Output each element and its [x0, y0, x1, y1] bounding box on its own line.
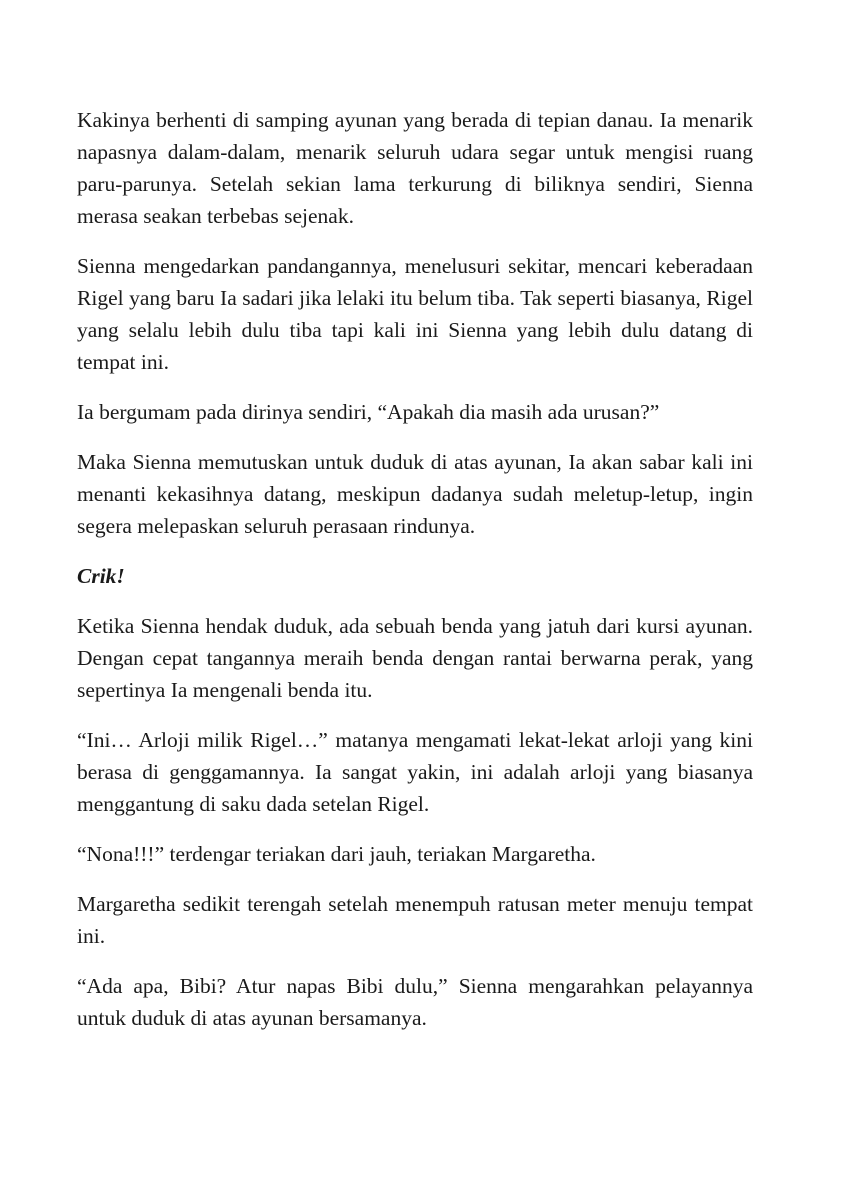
paragraph-1: Kakinya berhenti di samping ayunan yang berada di tepian danau. Ia menarik napasnya dalam-dalam, menarik seluruh udara segar untuk mengisi ruang paru-parunya. Setelah sekian lama terkurung di biliknya sendiri, Sienna merasa seakan terbebas sejenak.: [77, 108, 753, 228]
document-page: [77, 104, 753, 1052]
paragraph-8: “Nona!!!” terdengar teriakan dari jauh, teriakan Margaretha.: [77, 842, 596, 866]
paragraph-6: Ketika Sienna hendak duduk, ada sebuah benda yang jatuh dari kursi ayunan. Dengan cepat tangannya meraih benda dengan rantai berwarna perak, yang sepertinya Ia mengenali benda itu.: [77, 614, 753, 702]
paragraph-2: Sienna mengedarkan pandangannya, menelusuri sekitar, mencari keberadaan Rigel yang baru Ia sadari jika lelaki itu belum tiba. Tak seperti biasanya, Rigel yang selalu lebih dulu tiba tapi kali ini Sienna yang lebih dulu datang di tempat ini.: [77, 254, 753, 374]
paragraph-9: Margaretha sedikit terengah setelah menempuh ratusan meter menuju tempat ini.: [77, 892, 753, 948]
sound-effect: Crik!: [77, 564, 125, 588]
paragraph-4: Maka Sienna memutuskan untuk duduk di atas ayunan, Ia akan sabar kali ini menanti kekasihnya datang, meskipun dadanya sudah meletup-letup, ingin segera melepaskan seluruh perasaan rindunya.: [77, 450, 753, 538]
paragraph-7: “Ini… Arloji milik Rigel…” matanya mengamati lekat-lekat arloji yang kini berasa di genggamannya. Ia sangat yakin, ini adalah arloji yang biasanya menggantung di saku dada setelan Rigel.: [77, 728, 753, 816]
paragraph-10: “Ada apa, Bibi? Atur napas Bibi dulu,” Sienna mengarahkan pelayannya untuk duduk di atas ayunan bersamanya.: [77, 974, 753, 1030]
paragraph-3: Ia bergumam pada dirinya sendiri, “Apakah dia masih ada urusan?”: [77, 400, 660, 424]
